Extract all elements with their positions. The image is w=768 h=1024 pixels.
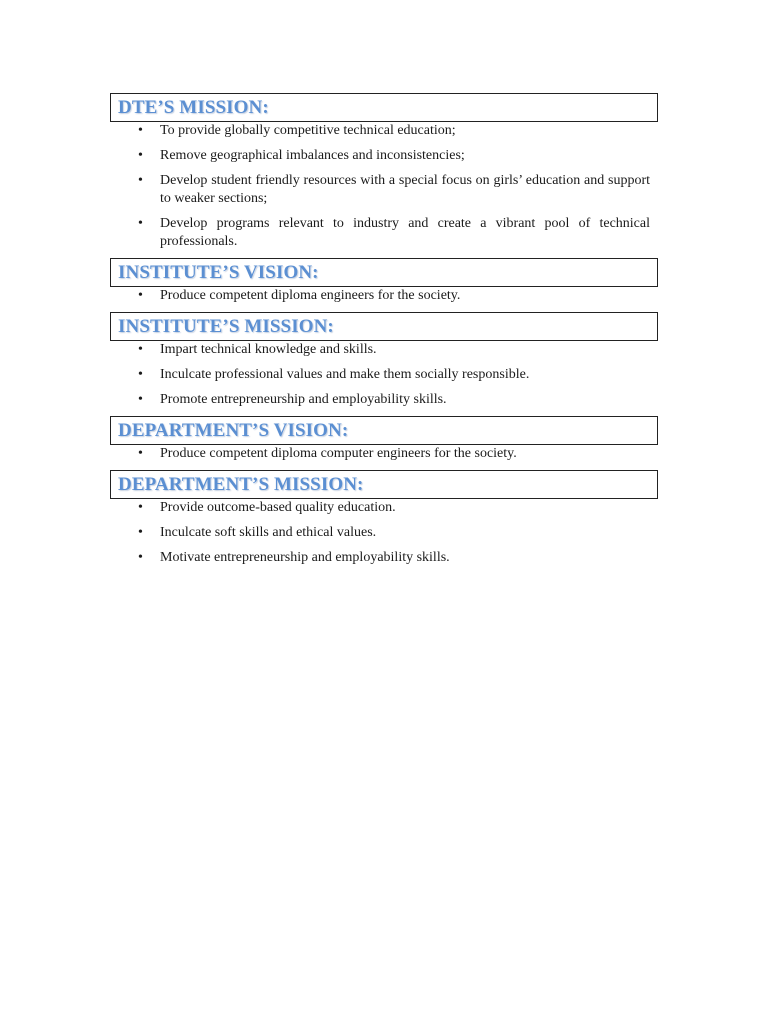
list-item-text: Provide outcome-based quality education. xyxy=(160,500,396,515)
bullet-icon: • xyxy=(138,123,143,138)
list-item-text: Remove geographical imbalances and inconsistencies; xyxy=(160,148,465,163)
institute-vision-heading-box xyxy=(110,258,658,287)
list-item xyxy=(110,366,658,384)
bullet-icon: • xyxy=(138,216,143,231)
bullet-icon: • xyxy=(138,288,143,303)
list-item xyxy=(110,445,658,463)
bullet-icon: • xyxy=(138,367,143,382)
institute-vision-heading: INSTITUTE’S VISION: xyxy=(118,261,319,283)
list-item xyxy=(110,341,658,359)
document-page xyxy=(110,93,658,574)
institute-mission-list xyxy=(110,341,658,409)
bullet-icon: • xyxy=(138,446,143,461)
bullet-icon: • xyxy=(138,173,143,188)
list-item xyxy=(110,147,658,165)
list-item-text: Inculcate professional values and make them socially responsible. xyxy=(160,367,530,382)
dte-mission-list xyxy=(110,122,658,251)
list-item xyxy=(110,549,658,567)
list-item-text: Promote entrepreneurship and employability skills. xyxy=(160,392,447,407)
dte-mission-heading: DTE’S MISSION: xyxy=(118,96,269,118)
bullet-icon: • xyxy=(138,550,143,565)
list-item-text: Develop student friendly resources with a special focus on girls’ education and support to weaker sections; xyxy=(160,173,650,206)
department-mission-heading-box xyxy=(110,470,658,499)
list-item-text: Motivate entrepreneurship and employability skills. xyxy=(160,550,450,565)
institute-mission-heading-box xyxy=(110,312,658,341)
department-mission-heading: DEPARTMENT’S MISSION: xyxy=(118,473,364,495)
list-item-text: Inculcate soft skills and ethical values. xyxy=(160,525,377,540)
department-vision-heading: DEPARTMENT’S VISION: xyxy=(118,419,349,441)
institute-vision-list xyxy=(110,287,658,305)
list-item xyxy=(110,499,658,517)
bullet-icon: • xyxy=(138,342,143,357)
bullet-icon: • xyxy=(138,525,143,540)
list-item xyxy=(110,524,658,542)
list-item-text: Produce competent diploma engineers for the society. xyxy=(160,288,461,303)
list-item xyxy=(110,287,658,305)
department-vision-heading-box xyxy=(110,416,658,445)
list-item-text: Impart technical knowledge and skills. xyxy=(160,342,377,357)
list-item xyxy=(110,391,658,409)
list-item xyxy=(110,122,658,140)
department-mission-list xyxy=(110,499,658,567)
bullet-icon: • xyxy=(138,392,143,407)
list-item xyxy=(110,172,658,208)
bullet-icon: • xyxy=(138,500,143,515)
list-item-text: To provide globally competitive technical education; xyxy=(160,123,456,138)
bullet-icon: • xyxy=(138,148,143,163)
dte-mission-heading-box xyxy=(110,93,658,122)
list-item xyxy=(110,215,658,251)
department-vision-list xyxy=(110,445,658,463)
institute-mission-heading: INSTITUTE’S MISSION: xyxy=(118,315,334,337)
list-item-text: Develop programs relevant to industry and create a vibrant pool of technical professionals. xyxy=(160,216,650,249)
list-item-text: Produce competent diploma computer engineers for the society. xyxy=(160,446,517,461)
